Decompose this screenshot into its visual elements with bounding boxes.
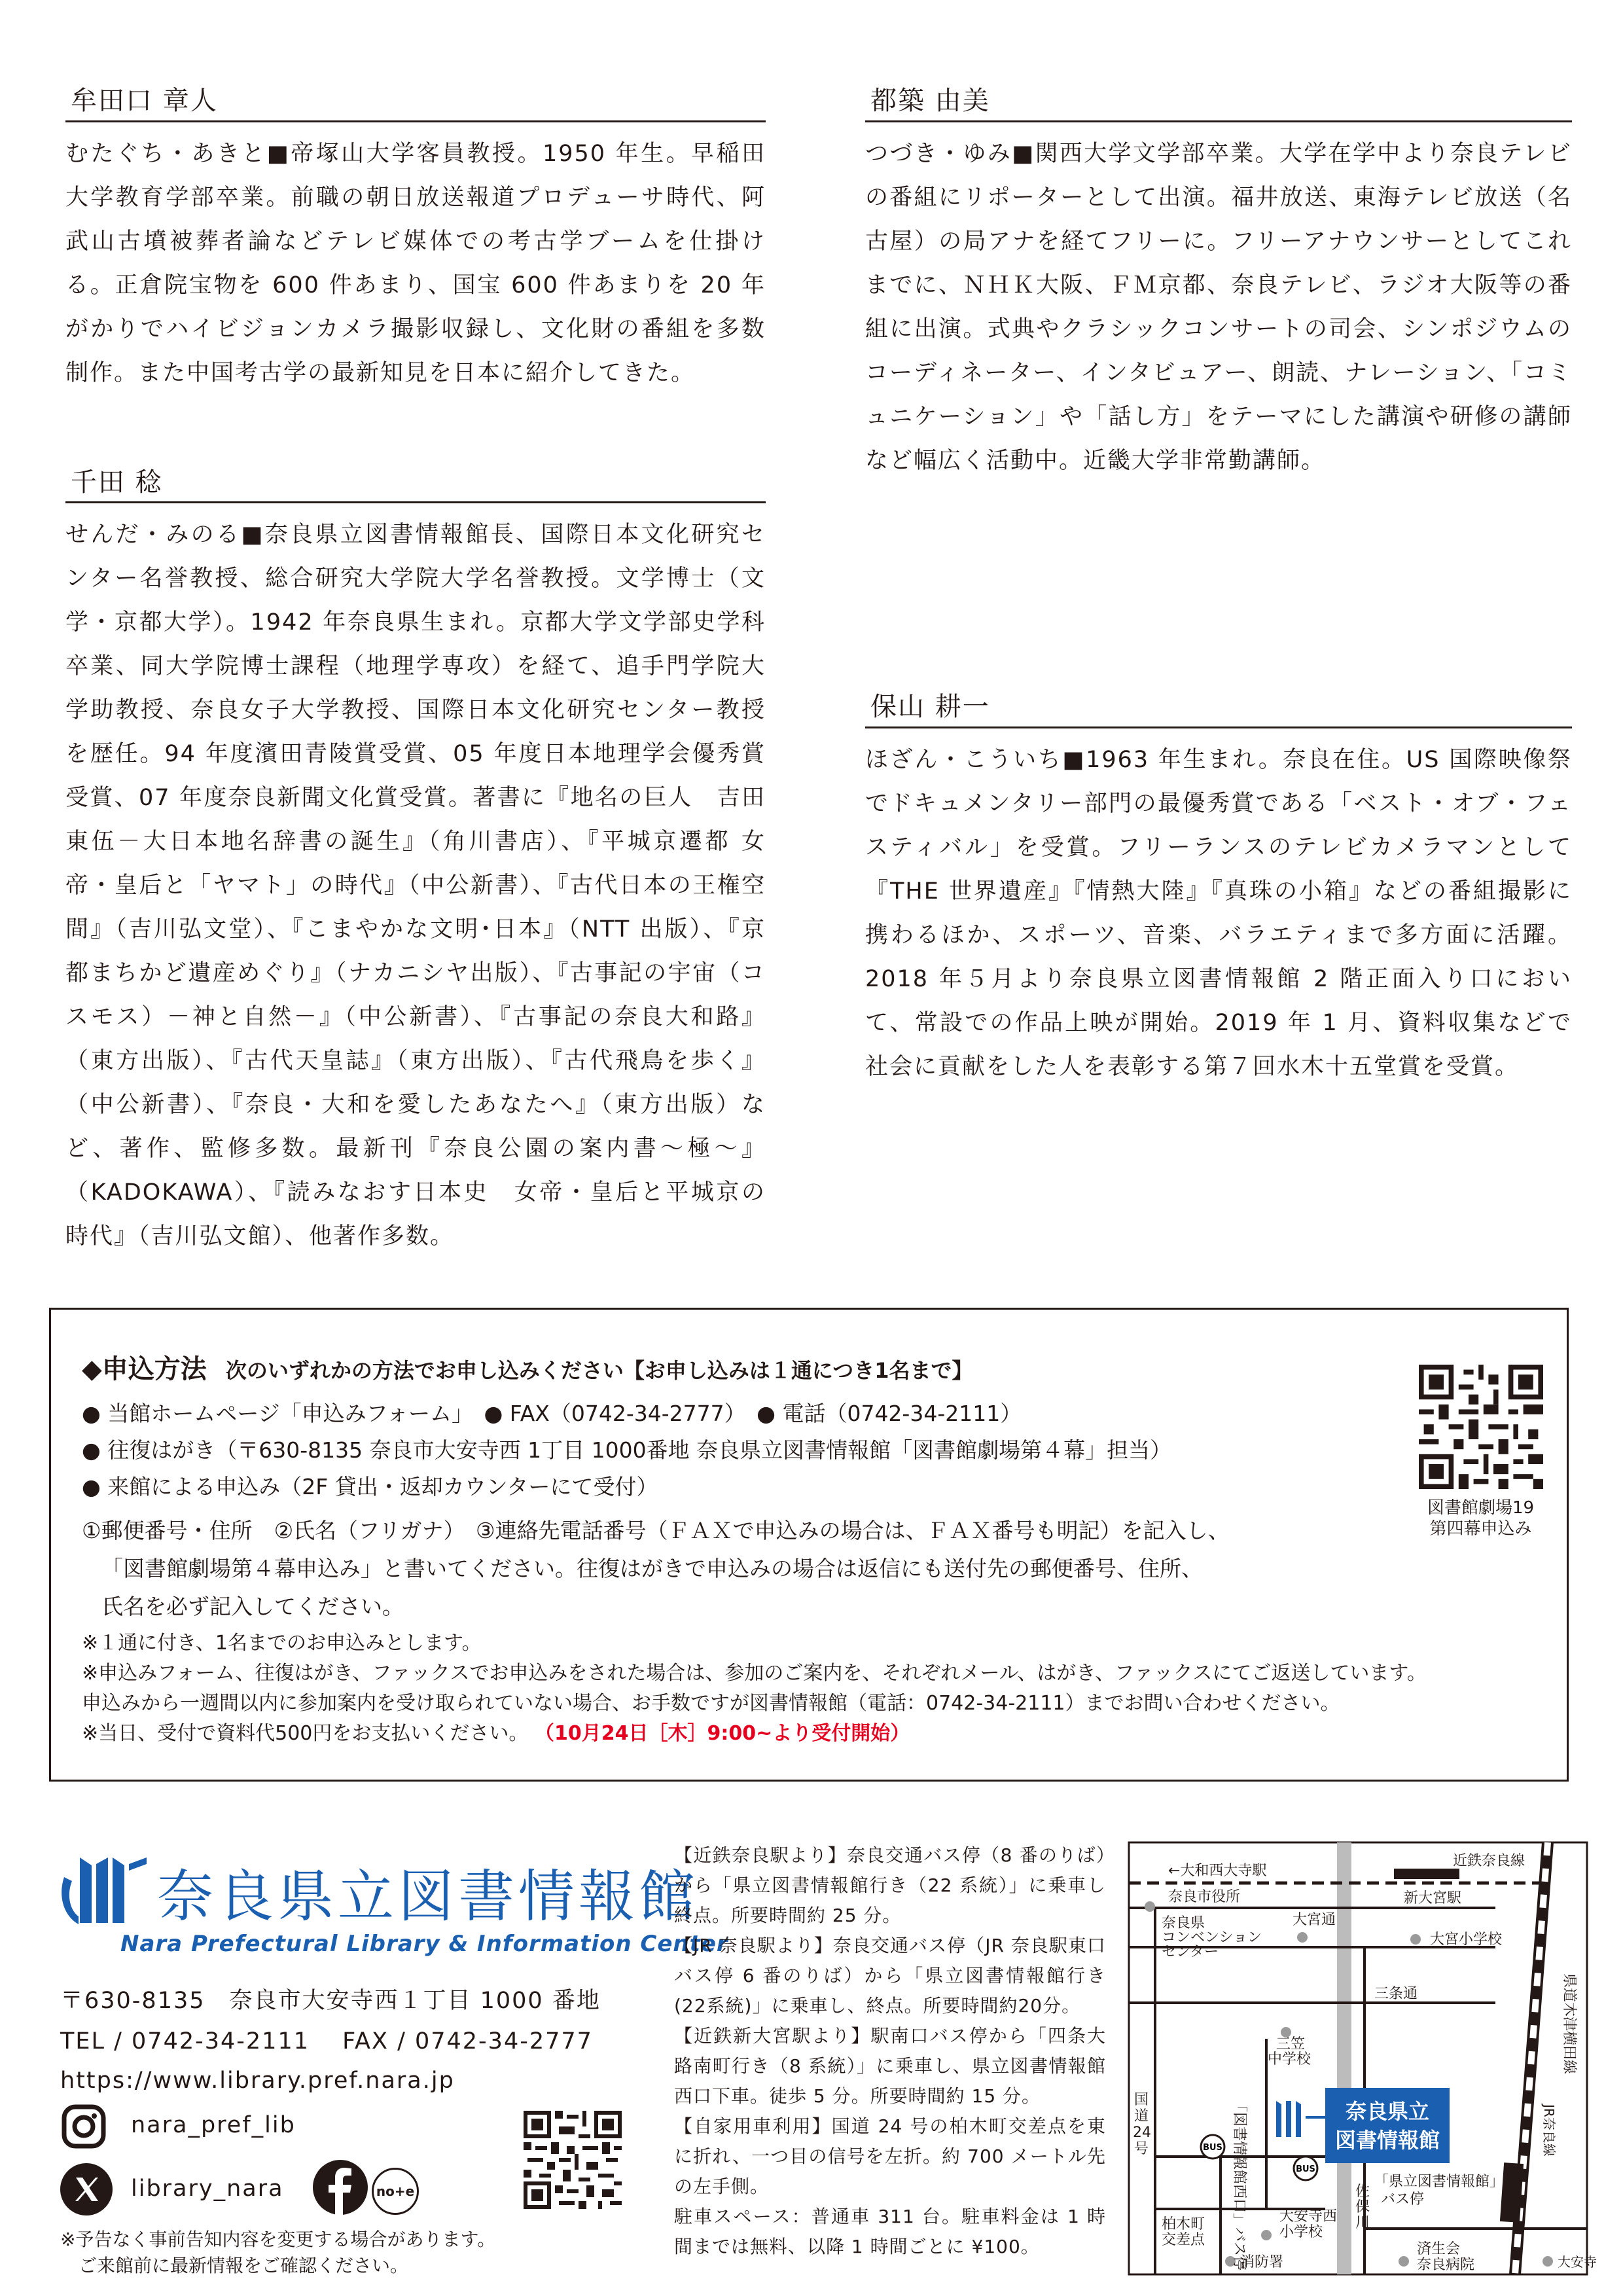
map-kashiwagi-1: 柏木町	[1162, 2216, 1205, 2233]
map-saho-1: 佐	[1355, 2183, 1370, 2200]
landmark-dot	[1543, 2256, 1553, 2267]
note-label: no+e	[376, 2183, 415, 2199]
library-label-line-2: 図書情報館	[1334, 2128, 1440, 2153]
divider	[65, 501, 766, 503]
map-route24-3: 24	[1133, 2125, 1151, 2141]
instruction-line-1: ①郵便番号・住所 ②氏名（フリガナ） ③連絡先電話番号（ＦＡＸで申込みの場合は、ＦＡＸ番号も明記）を記入し、	[82, 1518, 1230, 1543]
shin-omiya-station	[1394, 1869, 1459, 1879]
facebook-icon[interactable]	[313, 2160, 368, 2215]
note-line-2: ※申込みフォーム、往復はがき、ファックスでお申込みをされた場合は、参加のご案内を、それぞれメール、はがき、ファックスにてご返送しています。	[82, 1662, 1427, 1685]
divider	[865, 120, 1572, 122]
access-parking: 駐車スペース：普通車 311 台。駐車料金は 1 時間までは無料、以降 1 時間ごとに ¥100。	[674, 2206, 1106, 2257]
map-route24-1: 国	[1134, 2092, 1149, 2108]
profile-bio-mutaguchi: むたぐち・あきと■帝塚山大学客員教授。1950 年生。早稲田大学教育学部卒業。前職の朝日放送報道プロデューサ時代、阿武山古墳被葬者論などテレビ媒体での考古学ブームを仕掛ける。正倉院宝物を 600 件あまり、国宝 600 件あまりを 20 年がかりでハイビジョンカメラ撮影収録し、文化財の番組を多数制作。また中国考古学の最新知見を日本に紹介してきた。	[65, 141, 766, 386]
profile-name-hozan: 保山 耕一	[870, 692, 990, 722]
map-shin-omiya-station: 新大宮駅	[1404, 1890, 1462, 1907]
map-route24-2: 道	[1134, 2108, 1149, 2125]
map-saho-2: 保	[1355, 2199, 1370, 2215]
address: 〒630-8135 奈良市大安寺西１丁目 1000 番地	[60, 1988, 601, 2014]
library-label-line-1: 奈良県立	[1345, 2099, 1430, 2124]
library-logo-icon	[60, 1851, 152, 1929]
map-kenritsu-stop: 「県立図書情報館」	[1374, 2174, 1505, 2190]
map-prefectural-road: 県道木津横田線	[1561, 1973, 1577, 2075]
website-url[interactable]: https://www.library.pref.nara.jp	[60, 2068, 455, 2094]
instagram-handle[interactable]: nara_pref_lib	[131, 2112, 296, 2138]
map-fire-station: 消防署	[1240, 2254, 1284, 2270]
map-west-direction: ←大和西大寺駅	[1168, 1863, 1267, 1879]
qr-caption-line-1: 図書館劇場19	[1427, 1498, 1535, 1518]
application-header	[82, 1348, 973, 1386]
landmark-dot	[1261, 2230, 1272, 2240]
instruction-line-3: 氏名を必ず記入してください。	[101, 1594, 404, 1619]
divider	[865, 726, 1572, 728]
library-logo-en: Nara Prefectural Library & Information Center	[120, 1931, 728, 1957]
application-subtitle: 次のいずれかの方法でお申し込みください【お申し込みは１通につき1名まで】	[225, 1358, 973, 1383]
note-icon[interactable]	[372, 2168, 419, 2215]
qr-caption-line-2: 第四幕申込み	[1429, 1519, 1532, 1539]
map-west-stop: 「図書情報館西口」バス停	[1231, 2098, 1247, 2271]
landmark-dot	[1297, 1932, 1308, 1943]
access-jr-nara: 【JR 奈良駅より】奈良交通バス停（JR 奈良駅東口バス停 6 番のりば）から「県立図書情報館行き(22系統)」に乗車し、終点。所要時間約20分。	[674, 1935, 1106, 2017]
tel-fax: TEL / 0742-34-2111 FAX / 0742-34-2777	[60, 2028, 593, 2054]
method-line-2: ● 往復はがき（〒630-8135 奈良市大安寺西 1丁目 1000番地 奈良県立図書情報館「図書館劇場第４幕」担当）	[82, 1437, 1172, 1463]
start-note: （10月24日［木］9:00~より受付開始）	[534, 1722, 910, 1745]
map-convention-2: コンベンション	[1162, 1929, 1262, 1946]
map-city-office: 奈良市役所	[1168, 1889, 1241, 1905]
note-line-1: ※１通に付き、1名までのお申込みとします。	[82, 1632, 482, 1655]
access-kintetsu-nara: 【近鉄奈良駅より】奈良交通バス停（8 番のりば）から「県立図書情報館行き（22 系統）」に乗車し終点。所要時間約 25 分。	[674, 1844, 1106, 1926]
map-omiya-dori: 大宮通	[1293, 1912, 1336, 1928]
map-jr-line: JR奈良線	[1541, 2104, 1557, 2157]
disclaimer-line-1: ※予告なく事前告知内容を変更する場合があります。	[60, 2229, 496, 2250]
library-qr-code[interactable]	[524, 2111, 622, 2209]
map-omiya-elem: 大宮小学校	[1430, 1931, 1503, 1948]
disclaimer-line-2: ご来館前に最新情報をご確認ください。	[79, 2255, 409, 2276]
profile-bio-hozan: ほざん・こういち■1963 年生まれ。奈良在住。US 国際映像祭でドキュメンタリー部門の最優秀賞である「ベスト・オブ・フェスティバル」を受賞。フリーランスのテレビカメラマンとして『THE 世界遺産』『情熱大陸』『真珠の小箱』などの番組撮影に携わるほか、スポーツ、音楽、バラエティまで多方面に活躍。2018 年５月より奈良県立図書情報館 2 階正面入り口において、常設での作品上映が開始。2019 年 1 月、資料収集などで社会に貢献をした人を表彰する第７回水木十五堂賞を受賞。	[865, 747, 1572, 1080]
application-qr-code[interactable]	[1419, 1365, 1543, 1489]
instagram-icon[interactable]	[60, 2103, 107, 2150]
x-icon[interactable]	[60, 2163, 113, 2215]
access-map	[1129, 1842, 1597, 2274]
disclaimer	[60, 2227, 495, 2279]
landmark-dot	[1399, 2256, 1409, 2267]
map-route24-4: 号	[1134, 2141, 1149, 2157]
map-kashiwagi-2: 交差点	[1162, 2232, 1205, 2248]
access-car: 【自家用車利用】国道 24 号の柏木町交差点を東に折れ、一つ目の信号を左折。約 700 メートル先の左手側。	[674, 2115, 1106, 2197]
instruction-line-2: 「図書館劇場第４幕申込み」と書いてください。往復はがきで申込みの場合は返信にも送付先の郵便番号、住所、	[101, 1556, 1203, 1581]
profile-name-senda: 千田 稔	[71, 467, 163, 497]
library-logo-jp: 奈良県立図書情報館	[157, 1864, 699, 1929]
method-line-1: ● 当館ホームページ「申込みフォーム」 ● FAX（0742-34-2777） ● 電話（0742-34-2111）	[82, 1401, 1022, 1426]
profile-name-mutaguchi: 牟田口 章人	[71, 86, 218, 116]
map-daianji: 大安寺	[1558, 2254, 1597, 2270]
qr-caption	[1414, 1498, 1548, 1539]
map-sanjo-dori: 三条通	[1374, 1986, 1418, 2002]
note-line-3: 申込みから一週間以内に参加案内を受け取られていない場合、お手数ですが図書情報館（電話：0742-34-2111）までお問い合わせください。	[82, 1692, 1340, 1715]
map-mikasa-2: 中学校	[1268, 2051, 1311, 2068]
profile-bio-senda: せんだ・みのる■奈良県立図書情報館長、国際日本文化研究センター名誉教授、総合研究大学院大学名誉教授。文学博士（文学・京都大学）。1942 年奈良県生まれ。京都大学文学部史学科卒業、同大学院博士課程（地理学専攻）を経て、追手門学院大学助教授、奈良女子大学教授、国際日本文化研究センター教授を歴任。94 年度濱田青陵賞受賞、05 年度日本地理学会優秀賞受賞、07 年度奈良新聞文化賞受賞。著書に『地名の巨人 吉田東伍－大日本地名辞書の誕生』（角川書店）、『平城京遷都 女帝・皇后と「ヤマト」の時代』（中公新書）、『古代日本の王権空間』（吉川弘文堂）、『こまやかな文明･日本』（NTT 出版）、『京都まちかど遺産めぐり』（ナカニシヤ出版）、『古事記の宇宙（コスモス）－神と自然－』（中公新書）、『古事記の奈良大和路』（東方出版）、『古代天皇誌』（東方出版）、『古代飛鳥を歩く』（中公新書）、『奈良・大和を愛したあなたへ』（東方出版）など、著作、監修多数。最新刊『奈良公園の案内書～極～』（KADOKAWA）、『読みなおす日本史 女帝・皇后と平城京の時代』（吉川弘文館）、他著作多数。	[65, 522, 766, 1249]
landmark-dot	[1145, 1901, 1155, 1912]
access-shin-omiya: 【近鉄新大宮駅より】駅南口バス停から「四条大路南町行き（8 系統）」に乗車し、県立図書情報館西口下車。徒歩 5 分。所要時間約 15 分。	[674, 2025, 1106, 2107]
map-daianjinishi-2: 小学校	[1279, 2224, 1323, 2240]
map-daianjinishi-1: 大安寺西	[1279, 2208, 1338, 2225]
profile-name-tsuzuki: 都築 由美	[870, 86, 990, 116]
fee-note-text: ※当日、受付で資料代500円をお支払いください。	[82, 1722, 529, 1745]
map-kintetsu-line-label: 近鉄奈良線	[1453, 1853, 1525, 1869]
map-convention-3: センター	[1162, 1944, 1219, 1960]
map-bus-stop-suffix: バス停	[1381, 2191, 1425, 2208]
bus-label: BUS	[1296, 2164, 1315, 2174]
map-convention-1: 奈良県	[1162, 1915, 1205, 1931]
access-info	[674, 1840, 1106, 2262]
map-mikasa-1: 三笠	[1276, 2036, 1306, 2053]
method-line-3: ● 来館による申込み（2F 貸出・返却カウンターにて受付）	[82, 1474, 658, 1499]
profile-bio-tsuzuki: つづき・ゆみ■関西大学文学部卒業。大学在学中より奈良テレビの番組にリポーターとして出演。福井放送、東海テレビ放送（名古屋）の局アナを経てフリーに。フリーアナウンサーとしてこれまでに、ＮＨＫ大阪、ＦＭ京都、奈良テレビ、ラジオ大阪等の番組に出演。式典やクラシックコンサートの司会、シンポジウムのコーディネーター、インタビュアー、朗読、ナレーション、「コミュニケーション」や「話し方」をテーマにした講演や研修の講師など幅広く活動中。近畿大学非常勤講師。	[865, 141, 1572, 474]
map-hospital-1: 済生会	[1417, 2241, 1461, 2257]
jr-nara-station	[1500, 2162, 1524, 2223]
library-map-icon	[1276, 2101, 1301, 2137]
fee-note	[82, 1719, 910, 1749]
divider	[65, 120, 766, 122]
bus-label: BUS	[1203, 2143, 1222, 2153]
map-hospital-2: 奈良病院	[1417, 2257, 1475, 2273]
map-saho-3: 川	[1355, 2215, 1370, 2231]
x-handle[interactable]: library_nara	[131, 2176, 284, 2202]
landmark-dot	[1410, 1934, 1421, 1945]
application-title: ◆申込方法	[82, 1354, 207, 1384]
